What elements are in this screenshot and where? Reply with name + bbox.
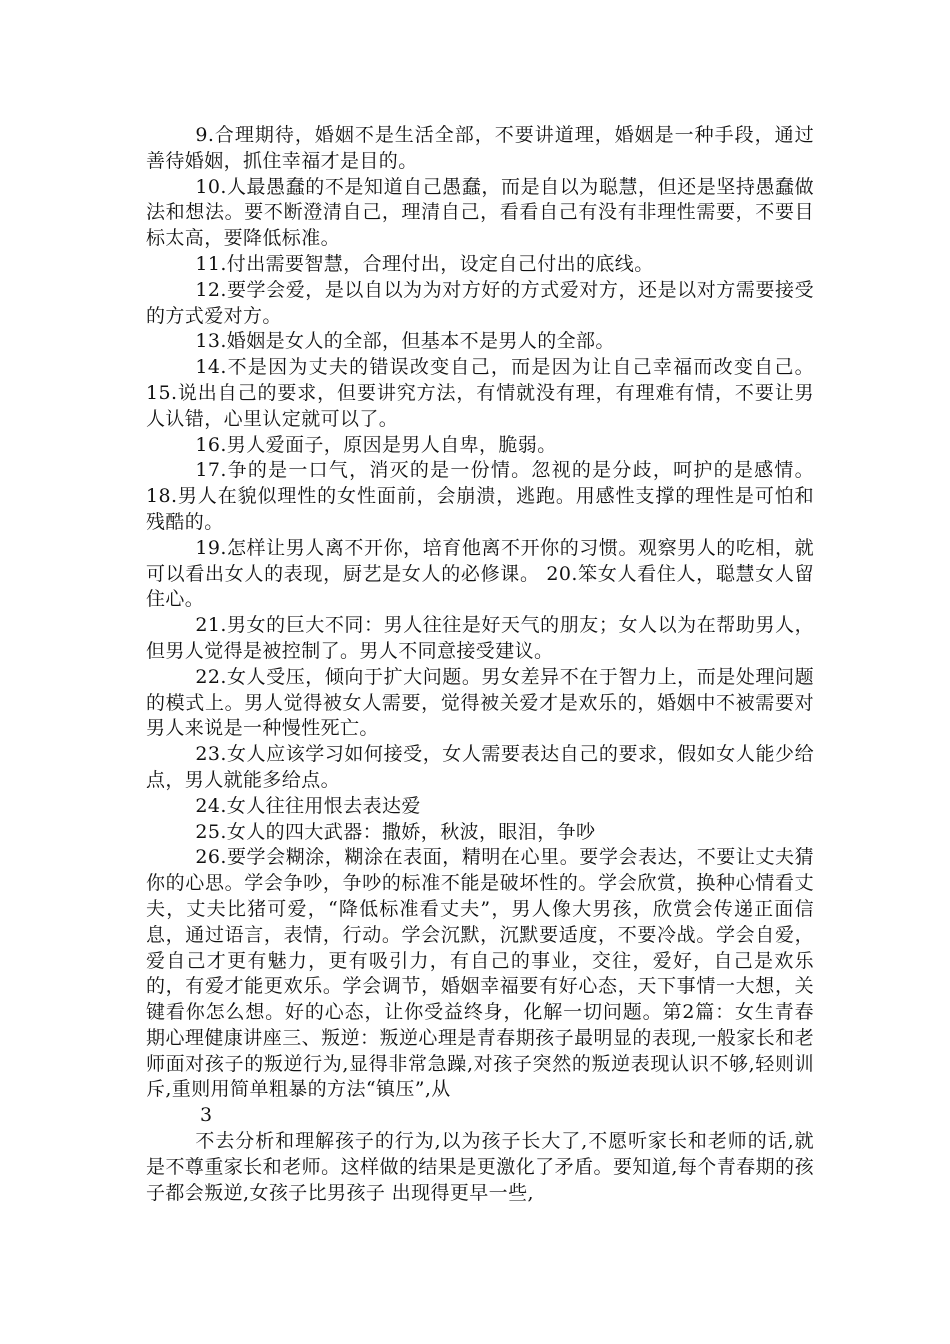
paragraph-continuation: 不去分析和理解孩子的行为,以为孩子长大了,不愿听家长和老师的话,就是不尊重家长和老师。这样做的结果是更激化了矛盾。要知道,每个青春期的孩子都会叛逆,女孩子比男孩子 出现得更早一些, <box>146 1130 814 1204</box>
paragraph-12: 12.要学会爱，是以自以为为对方好的方式爱对方，还是以对方需要接受的方式爱对方。 <box>146 278 814 327</box>
paragraph-22: 22.女人受压，倾向于扩大问题。男女差异不在于智力上，而是处理问题的模式上。男人觉得被女人需要，觉得被关爱才是欢乐的，婚姻中不被需要对男人来说是一种慢性死亡。 <box>146 665 814 740</box>
paragraph-14-15: 14.不是因为丈夫的错误改变自己，而是因为让自己幸福而改变自己。 15.说出自己的要求，但要讲究方法，有情就没有理，有理难有情，不要让男人认错，心里认定就可以了。 <box>146 356 814 430</box>
paragraph-26: 26.要学会糊涂，糊涂在表面，精明在心里。要学会表达，不要让丈夫猜你的心思。学会争吵，争吵的标准不能是破坏性的。学会欣赏，换种心情看丈夫，丈夫比猪可爱，“降低标准看丈夫”，男人像大男孩，欣赏会传递正面信息，通过语言，表情，行动。学会沉默，沉默要适度，不要冷战。学会自爱，爱自己才更有魅力，更有吸引力，有自己的事业，交往，爱好，自己是欢乐的，有爱才能更欢乐。学会调节，婚姻幸福要有好心态，天下事情一大想，关键看你怎么想。好的心态，让你受益终身，化解一切问题。第2篇：女生青春期心理健康讲座三、叛逆：叛逆心理是青春期孩子最明显的表现,一般家长和老师面对孩子的叛逆行为,显得非常急躁,对孩子突然的叛逆表现认识不够,轻则训斥,重则用简单粗暴的方法“镇压”,从 <box>146 846 814 1101</box>
paragraph-13: 13.婚姻是女人的全部，但基本不是男人的全部。 <box>195 330 615 353</box>
paragraph-21: 21.男女的巨大不同：男人往往是好天气的朋友；女人以为在帮助男人，但男人觉得是被控制了。男人不同意接受建议。 <box>146 614 814 662</box>
paragraph-11: 11.付出需要智慧，合理付出，设定自己付出的底线。 <box>195 252 654 275</box>
paragraph-16: 16.男人爱面子，原因是男人自卑，脆弱。 <box>195 433 557 456</box>
paragraph-23: 23.女人应该学习如何接受，女人需要表达自己的要求，假如女人能少给点，男人就能多给点。 <box>146 743 814 791</box>
paragraph-17-18: 17.争的是一口气，消灭的是一份情。忽视的是分歧，呵护的是感情。 18.男人在貌似理性的女性面前，会崩溃，逃跑。用感性支撑的理性是可怕和残酷的。 <box>146 459 814 533</box>
paragraph-9: 9.合理期待，婚姻不是生活全部，不要讲道理，婚姻是一种手段，通过善待婚姻，抓住幸福才是目的。 <box>146 124 814 172</box>
paragraph-25: 25.女人的四大武器：撒娇，秋波，眼泪，争吵 <box>195 820 596 843</box>
paragraph-19-20: 19.怎样让男人离不开你，培育他离不开你的习惯。观察男人的吃相，就可以看出女人的表现，厨艺是女人的必修课。 20.笨女人看住人，聪慧女人留住心。 <box>146 536 814 611</box>
paragraph-10: 10.人最愚蠢的不是知道自己愚蠢，而是自以为聪慧，但还是坚持愚蠢做法和想法。要不断澄清自己，理清自己，看看自己有没有非理性需要，不要目标太高，要降低标准。 <box>146 175 814 250</box>
document-body <box>146 123 814 1206</box>
paragraph-24: 24.女人往往用恨去表达爱 <box>195 794 421 817</box>
page-number: 3 <box>200 1104 213 1127</box>
